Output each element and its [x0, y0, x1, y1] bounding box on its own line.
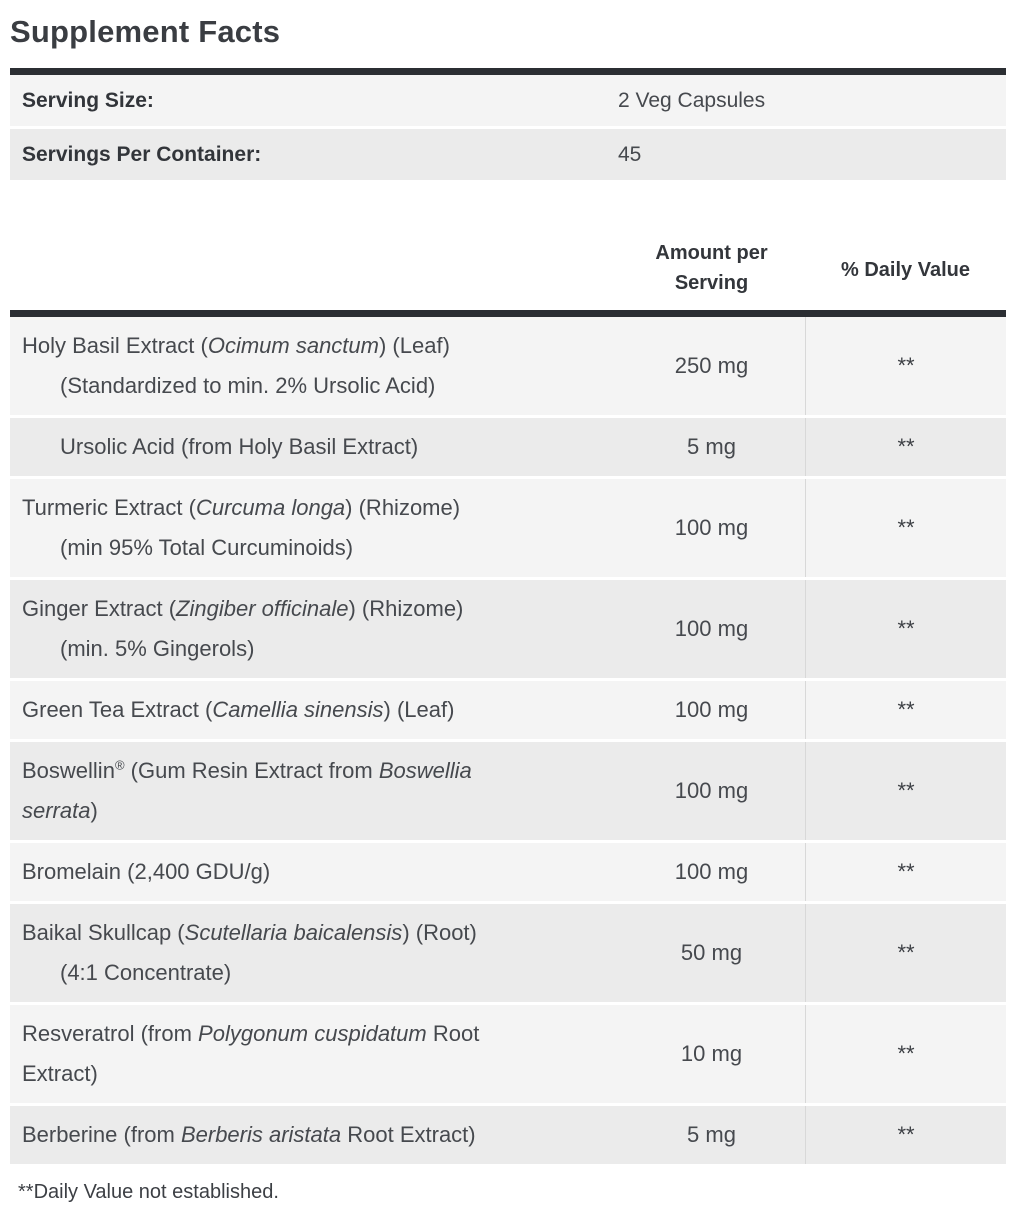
registered-trademark-symbol: ® — [114, 757, 125, 773]
ingredient-name-line — [22, 488, 612, 528]
ingredient-name — [10, 317, 618, 415]
ingredient-amount: 100 mg — [674, 697, 749, 722]
botanical-name: Curcuma longa — [195, 495, 346, 520]
ingredient-name — [10, 843, 618, 901]
botanical-name: serrata — [22, 798, 91, 823]
ingredient-daily-value: ** — [805, 742, 1006, 840]
servings-per-container-label: Servings Per Container: — [22, 142, 262, 166]
ingredient-daily-value: ** — [805, 1106, 1006, 1164]
column-header-amount-line2: Serving — [674, 272, 749, 294]
ingredient-name-line — [22, 528, 612, 568]
ingredient-row — [10, 742, 1006, 843]
ingredient-name — [10, 1106, 618, 1164]
botanical-name: Polygonum cuspidatum — [198, 1021, 427, 1046]
divider-bar-top — [10, 68, 1006, 75]
ingredient-name — [10, 1005, 618, 1103]
ingredient-daily-value: ** — [805, 479, 1006, 577]
servings-per-container-value: 45 — [618, 142, 642, 166]
ingredient-name-line — [22, 1115, 612, 1155]
ingredient-name-line — [22, 629, 612, 669]
ingredient-name-line — [22, 913, 612, 953]
ingredient-name-line — [22, 690, 612, 730]
ingredient-text: Bromelain (2,400 GDU/g) — [22, 859, 271, 884]
ingredient-amount: 5 mg — [687, 1122, 736, 1147]
ingredient-text: ) (Leaf) — [378, 333, 450, 358]
column-header-spacer — [10, 183, 618, 310]
ingredient-text: Ginger Extract ( — [22, 596, 177, 621]
ingredient-name-line — [22, 589, 612, 629]
ingredient-text: Extract) — [22, 1061, 98, 1086]
ingredient-name-line — [22, 953, 612, 993]
ingredient-daily-value: ** — [805, 843, 1006, 901]
botanical-name: Scutellaria baicalensis — [184, 920, 403, 945]
botanical-name: Berberis aristata — [180, 1122, 342, 1147]
ingredient-name — [10, 904, 618, 1002]
ingredient-text: Root Extract) — [341, 1122, 476, 1147]
serving-size-row — [10, 75, 1006, 129]
ingredient-name-line — [22, 326, 612, 366]
divider-bar-middle — [10, 310, 1006, 317]
ingredient-amount: 100 mg — [674, 515, 749, 540]
ingredient-daily-value: ** — [805, 681, 1006, 739]
ingredient-name — [10, 681, 618, 739]
page-title: Supplement Facts — [10, 14, 281, 49]
ingredient-amount: 250 mg — [674, 353, 749, 378]
ingredient-row — [10, 1106, 1006, 1167]
ingredient-name-line — [22, 1014, 612, 1054]
ingredient-name-line — [22, 1054, 612, 1094]
ingredient-name — [10, 479, 618, 577]
ingredient-text: (Gum Resin Extract from — [124, 758, 379, 783]
ingredient-text: Root — [426, 1021, 480, 1046]
ingredient-row — [10, 418, 1006, 479]
ingredient-text: (Standardized to min. 2% Ursolic Acid) — [60, 373, 436, 398]
column-header-row — [10, 183, 1006, 310]
ingredient-text: ) (Rhizome) — [345, 495, 461, 520]
ingredient-text: Resveratrol (from — [22, 1021, 199, 1046]
ingredient-text: (4:1 Concentrate) — [60, 960, 232, 985]
ingredient-name — [10, 418, 618, 476]
ingredient-name — [10, 580, 618, 678]
ingredient-amount: 50 mg — [680, 940, 743, 965]
ingredient-name-line — [22, 427, 612, 467]
ingredient-name-line — [22, 791, 612, 831]
ingredient-row — [10, 1005, 1006, 1106]
column-header-amount — [618, 183, 805, 310]
ingredient-amount: 100 mg — [674, 778, 749, 803]
ingredient-row — [10, 479, 1006, 580]
servings-per-container-row — [10, 129, 1006, 183]
ingredient-amount: 5 mg — [687, 434, 736, 459]
ingredient-daily-value: ** — [805, 580, 1006, 678]
ingredient-daily-value: ** — [805, 317, 1006, 415]
ingredient-text: Ursolic Acid (from Holy Basil Extract) — [60, 434, 419, 459]
ingredient-row — [10, 580, 1006, 681]
ingredient-row — [10, 681, 1006, 742]
ingredient-text: ) (Rhizome) — [348, 596, 464, 621]
ingredient-text: (min 95% Total Curcuminoids) — [60, 535, 354, 560]
serving-size-label: Serving Size: — [22, 88, 154, 112]
ingredient-name-line — [22, 751, 612, 791]
facts-table — [10, 0, 1006, 1209]
ingredient-text: ) (Root) — [402, 920, 477, 945]
column-header-amount-line1: Amount per — [655, 242, 768, 264]
ingredient-rows — [10, 317, 1006, 1167]
ingredient-daily-value: ** — [805, 418, 1006, 476]
botanical-name: Zingiber officinale — [176, 596, 349, 621]
ingredient-text: Berberine (from — [22, 1122, 181, 1147]
ingredient-amount: 100 mg — [674, 616, 749, 641]
ingredient-daily-value: ** — [805, 904, 1006, 1002]
ingredient-row — [10, 317, 1006, 418]
ingredient-amount: 10 mg — [680, 1041, 743, 1066]
ingredient-name-line — [22, 366, 612, 406]
ingredient-text: Baikal Skullcap ( — [22, 920, 185, 945]
ingredient-name-line — [22, 852, 612, 892]
botanical-name: Camellia sinensis — [212, 697, 384, 722]
ingredient-text: ) — [90, 798, 98, 823]
botanical-name: Ocimum sanctum — [207, 333, 379, 358]
botanical-name: Boswellia — [378, 758, 472, 783]
ingredient-name — [10, 742, 618, 840]
ingredient-text: (min. 5% Gingerols) — [60, 636, 255, 661]
ingredient-text: Turmeric Extract ( — [22, 495, 196, 520]
column-header-daily-value: % Daily Value — [841, 259, 970, 281]
ingredient-text: Green Tea Extract ( — [22, 697, 213, 722]
ingredient-row — [10, 843, 1006, 904]
footnote: **Daily Value not established. — [10, 1167, 1006, 1209]
ingredient-text: Holy Basil Extract ( — [22, 333, 208, 358]
ingredient-text: ) (Leaf) — [383, 697, 455, 722]
ingredient-text: Boswellin — [22, 758, 115, 783]
ingredient-amount: 100 mg — [674, 859, 749, 884]
ingredient-row — [10, 904, 1006, 1005]
serving-size-value: 2 Veg Capsules — [618, 88, 766, 112]
ingredient-daily-value: ** — [805, 1005, 1006, 1103]
